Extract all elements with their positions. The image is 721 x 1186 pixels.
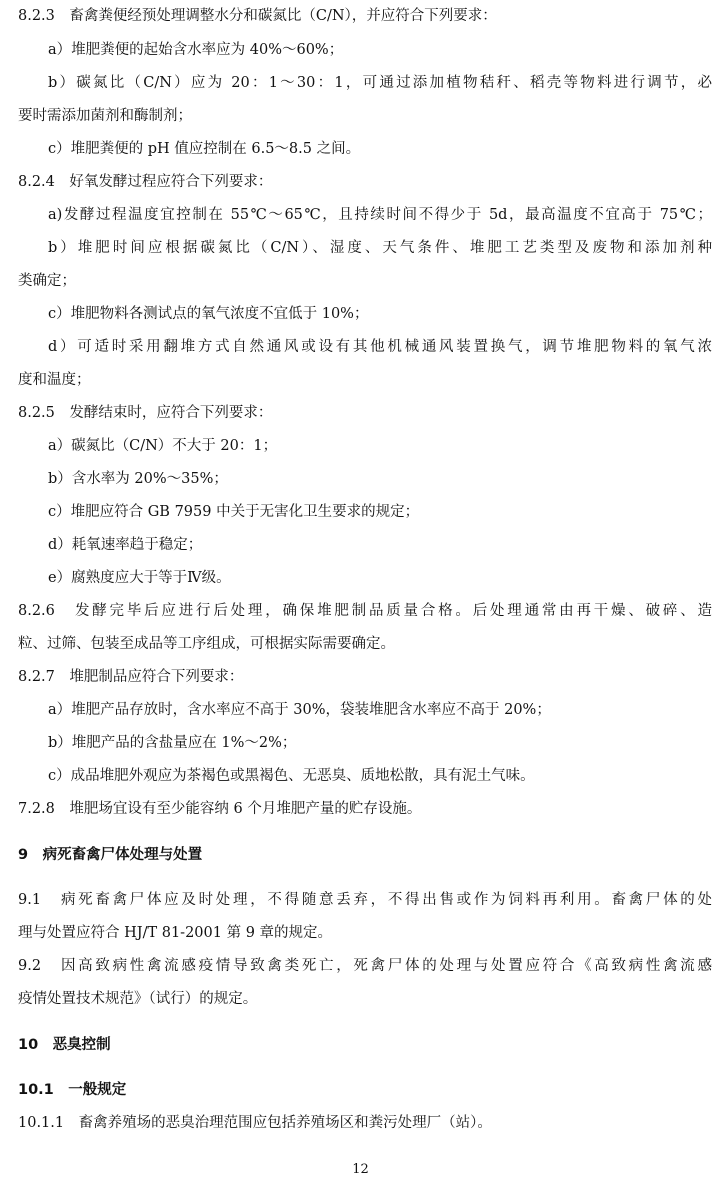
clause-8-2-7-b: b）堆肥产品的含盐量应在 1%～2%； xyxy=(48,735,297,751)
clause-7-2-8: 7.2.8 堆肥场宜设有至少能容纳 6 个月堆肥产量的贮存设施。 xyxy=(18,801,422,817)
chapter-9-heading: 9 病死畜禽尸体处理与处置 xyxy=(18,847,203,863)
clause-8-2-5-d: d）耗氧速率趋于稳定； xyxy=(48,537,203,553)
clause-8-2-5-title: 8.2.5 发酵结束时，应符合下列要求： xyxy=(18,405,273,421)
clause-8-2-5-e: e）腐熟度应大于等于Ⅳ级。 xyxy=(48,570,231,586)
section-10-1-heading: 10.1 一般规定 xyxy=(18,1082,127,1098)
clause-9-2-line2: 疫情处置技术规范》（试行）的规定。 xyxy=(18,991,258,1007)
clause-8-2-3-b-line2: 要时需添加菌剂和酶制剂； xyxy=(18,108,192,124)
clause-8-2-3-c: c）堆肥粪便的 pH 值应控制在 6.5～8.5 之间。 xyxy=(48,141,361,157)
clause-8-2-4-title: 8.2.4 好氧发酵过程应符合下列要求： xyxy=(18,174,273,190)
clause-8-2-7-title: 8.2.7 堆肥制品应符合下列要求： xyxy=(18,669,244,685)
clause-8-2-4-b-line2: 类确定； xyxy=(18,273,76,289)
clause-8-2-5-a: a）碳氮比（C/N）不大于 20：1； xyxy=(48,438,278,454)
clause-8-2-6-line1: 8.2.6 发酵完毕后应进行后处理，确保堆肥制品质量合格。后处理通常由再干燥、破碎、造 xyxy=(18,603,712,619)
clause-9-1-line1: 9.1 病死畜禽尸体应及时处理，不得随意丢弃，不得出售或作为饲料再利用。畜禽尸体的处 xyxy=(18,892,712,908)
clause-8-2-7-c: c）成品堆肥外观应为茶褐色或黑褐色、无恶臭、质地松散，具有泥土气味。 xyxy=(48,768,535,784)
clause-10-1-1: 10.1.1 畜禽养殖场的恶臭治理范围应包括养殖场区和粪污处理厂（站）。 xyxy=(18,1115,492,1131)
clause-8-2-3-title: 8.2.3 畜禽粪便经预处理调整水分和碳氮比（C/N），并应符合下列要求： xyxy=(18,8,497,24)
chapter-10-heading: 10 恶臭控制 xyxy=(18,1037,111,1053)
clause-8-2-4-d-line2: 度和温度； xyxy=(18,372,91,388)
clause-8-2-3-b-line1: b）碳氮比（C/N）应为 20：1～30：1，可通过添加植物秸秆、稻壳等物料进行调节，必 xyxy=(48,75,712,91)
clause-8-2-7-a: a）堆肥产品存放时，含水率应不高于 30%，袋装堆肥含水率应不高于 20%； xyxy=(48,702,551,718)
page-number: 12 xyxy=(352,1162,369,1177)
clause-8-2-4-b-line1: b）堆肥时间应根据碳氮比（C/N）、湿度、天气条件、堆肥工艺类型及废物和添加剂种 xyxy=(48,240,712,256)
clause-9-2-line1: 9.2 因高致病性禽流感疫情导致禽类死亡，死禽尸体的处理与处置应符合《高致病性禽流感 xyxy=(18,958,712,974)
clause-8-2-5-b: b）含水率为 20%～35%； xyxy=(48,471,228,487)
clause-9-1-line2: 理与处置应符合 HJ/T 81-2001 第 9 章的规定。 xyxy=(18,925,333,941)
clause-8-2-4-a: a)发酵过程温度宜控制在 55℃～65℃，且持续时间不得少于 5d，最高温度不宜高于 75℃； xyxy=(48,207,712,223)
clause-8-2-5-c: c）堆肥应符合 GB 7959 中关于无害化卫生要求的规定； xyxy=(48,504,420,520)
clause-8-2-4-c: c）堆肥物料各测试点的氧气浓度不宜低于 10%； xyxy=(48,306,369,322)
clause-8-2-4-d-line1: d）可适时采用翻堆方式自然通风或设有其他机械通风装置换气，调节堆肥物料的氧气浓 xyxy=(48,339,712,355)
clause-8-2-6-line2: 粒、过筛、包装至成品等工序组成，可根据实际需要确定。 xyxy=(18,636,395,652)
clause-8-2-3-a: a）堆肥粪便的起始含水率应为 40%～60%； xyxy=(48,42,344,58)
